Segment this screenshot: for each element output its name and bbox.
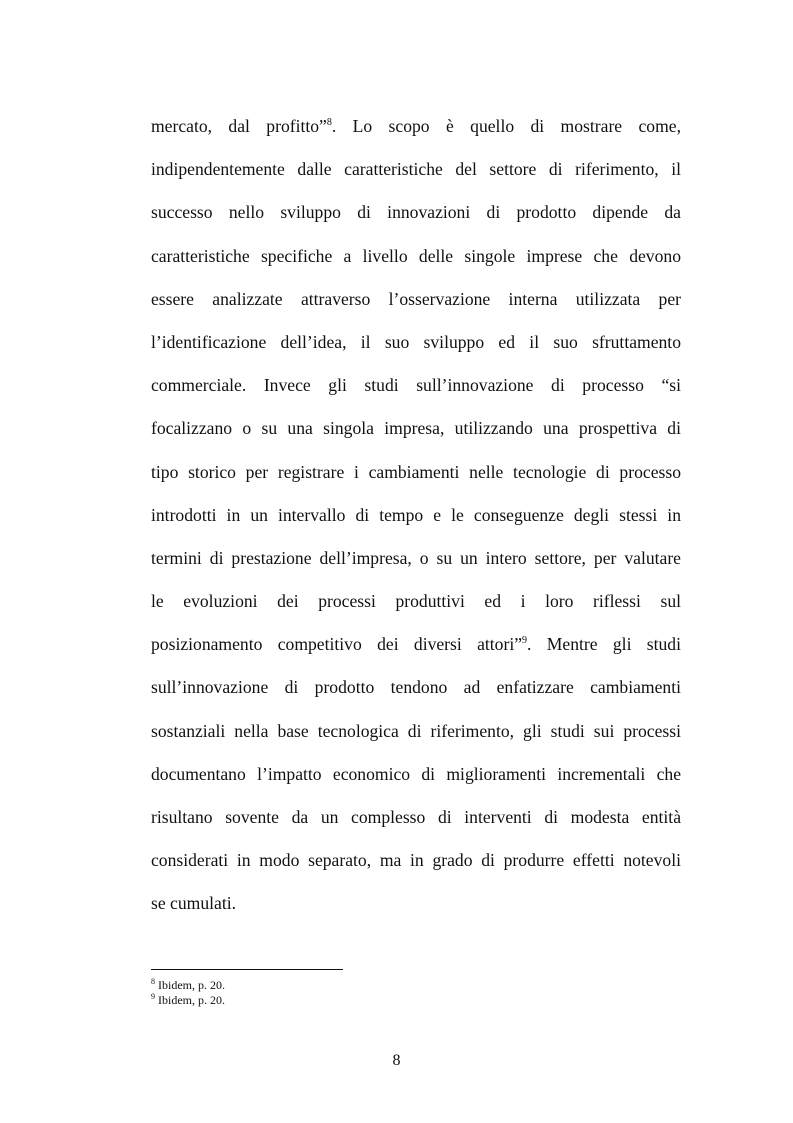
text-line-1: mercato, dal profitto”$^8$. Lo scopo è quello di mostrare come,: [151, 116, 681, 136]
footnote-ref-8: 8: [326, 117, 332, 128]
text-line-4: caratteristiche specifiche a livello delle singole imprese che devono: [151, 245, 681, 266]
text-line-17: risultano sovente da un complesso di interventi di modesta entità: [151, 807, 681, 827]
text-line-16: documentano l’impatto economico di miglioramenti incrementali che: [151, 763, 681, 784]
footnote-ref-9: 9: [522, 635, 528, 647]
footnote-9: [151, 993, 681, 1008]
footnote-8: [151, 978, 681, 993]
text-line-14: sull’innovazione di prodotto tendono ad enfatizzare cambiamenti: [151, 677, 681, 698]
text-line-7: commerciale. Invece gli studi sull’innovazione di processo “si: [151, 375, 681, 396]
footnote-separator: [151, 969, 343, 970]
page-number: 8: [392, 1052, 401, 1069]
text-line-8: focalizzano o su una singola impresa, utilizzando una prospettiva di: [151, 418, 681, 439]
text-line-11: termini di prestazione dell’impresa, o su un intero settore, per valutare: [151, 547, 681, 568]
footnote-text: Ibidem, p. 20.: [155, 993, 225, 1007]
text-line-3: successo nello sviluppo di innovazioni di prodotto dipende da: [151, 202, 681, 223]
footnotes: [151, 978, 681, 1008]
footnote-marker: 8: [151, 977, 155, 986]
body-text: [151, 110, 681, 931]
text-line-19: se cumulati.: [151, 893, 237, 914]
text-line-15: sostanziali nella base tecnologica di riferimento, gli studi sui processi: [151, 720, 681, 741]
text-line-10: introdotti in un intervallo di tempo e le conseguenze degli stessi in: [151, 504, 681, 525]
text-line-6: l’identificazione dell’idea, il suo sviluppo ed il suo sfruttamento: [151, 331, 681, 352]
text-line-12: le evoluzioni dei processi produttivi ed i loro riflessi sul: [151, 591, 681, 612]
text-line-2: indipendentemente dalle caratteristiche del settore di riferimento, il: [151, 159, 681, 180]
text-line-13: posizionamento competitivo dei diversi attori”$^9$. Mentre gli studi: [151, 634, 681, 655]
text-line-5: essere analizzate attraverso l’osservazione interna utilizzata per: [151, 288, 681, 309]
text-line-18: considerati in modo separato, ma in grado di produrre effetti notevoli: [151, 850, 681, 871]
text-line-9: tipo storico per registrare i cambiamenti nelle tecnologie di processo: [151, 461, 681, 482]
footnote-marker: 9: [151, 992, 155, 1001]
footnote-text: Ibidem, p. 20.: [155, 978, 225, 992]
